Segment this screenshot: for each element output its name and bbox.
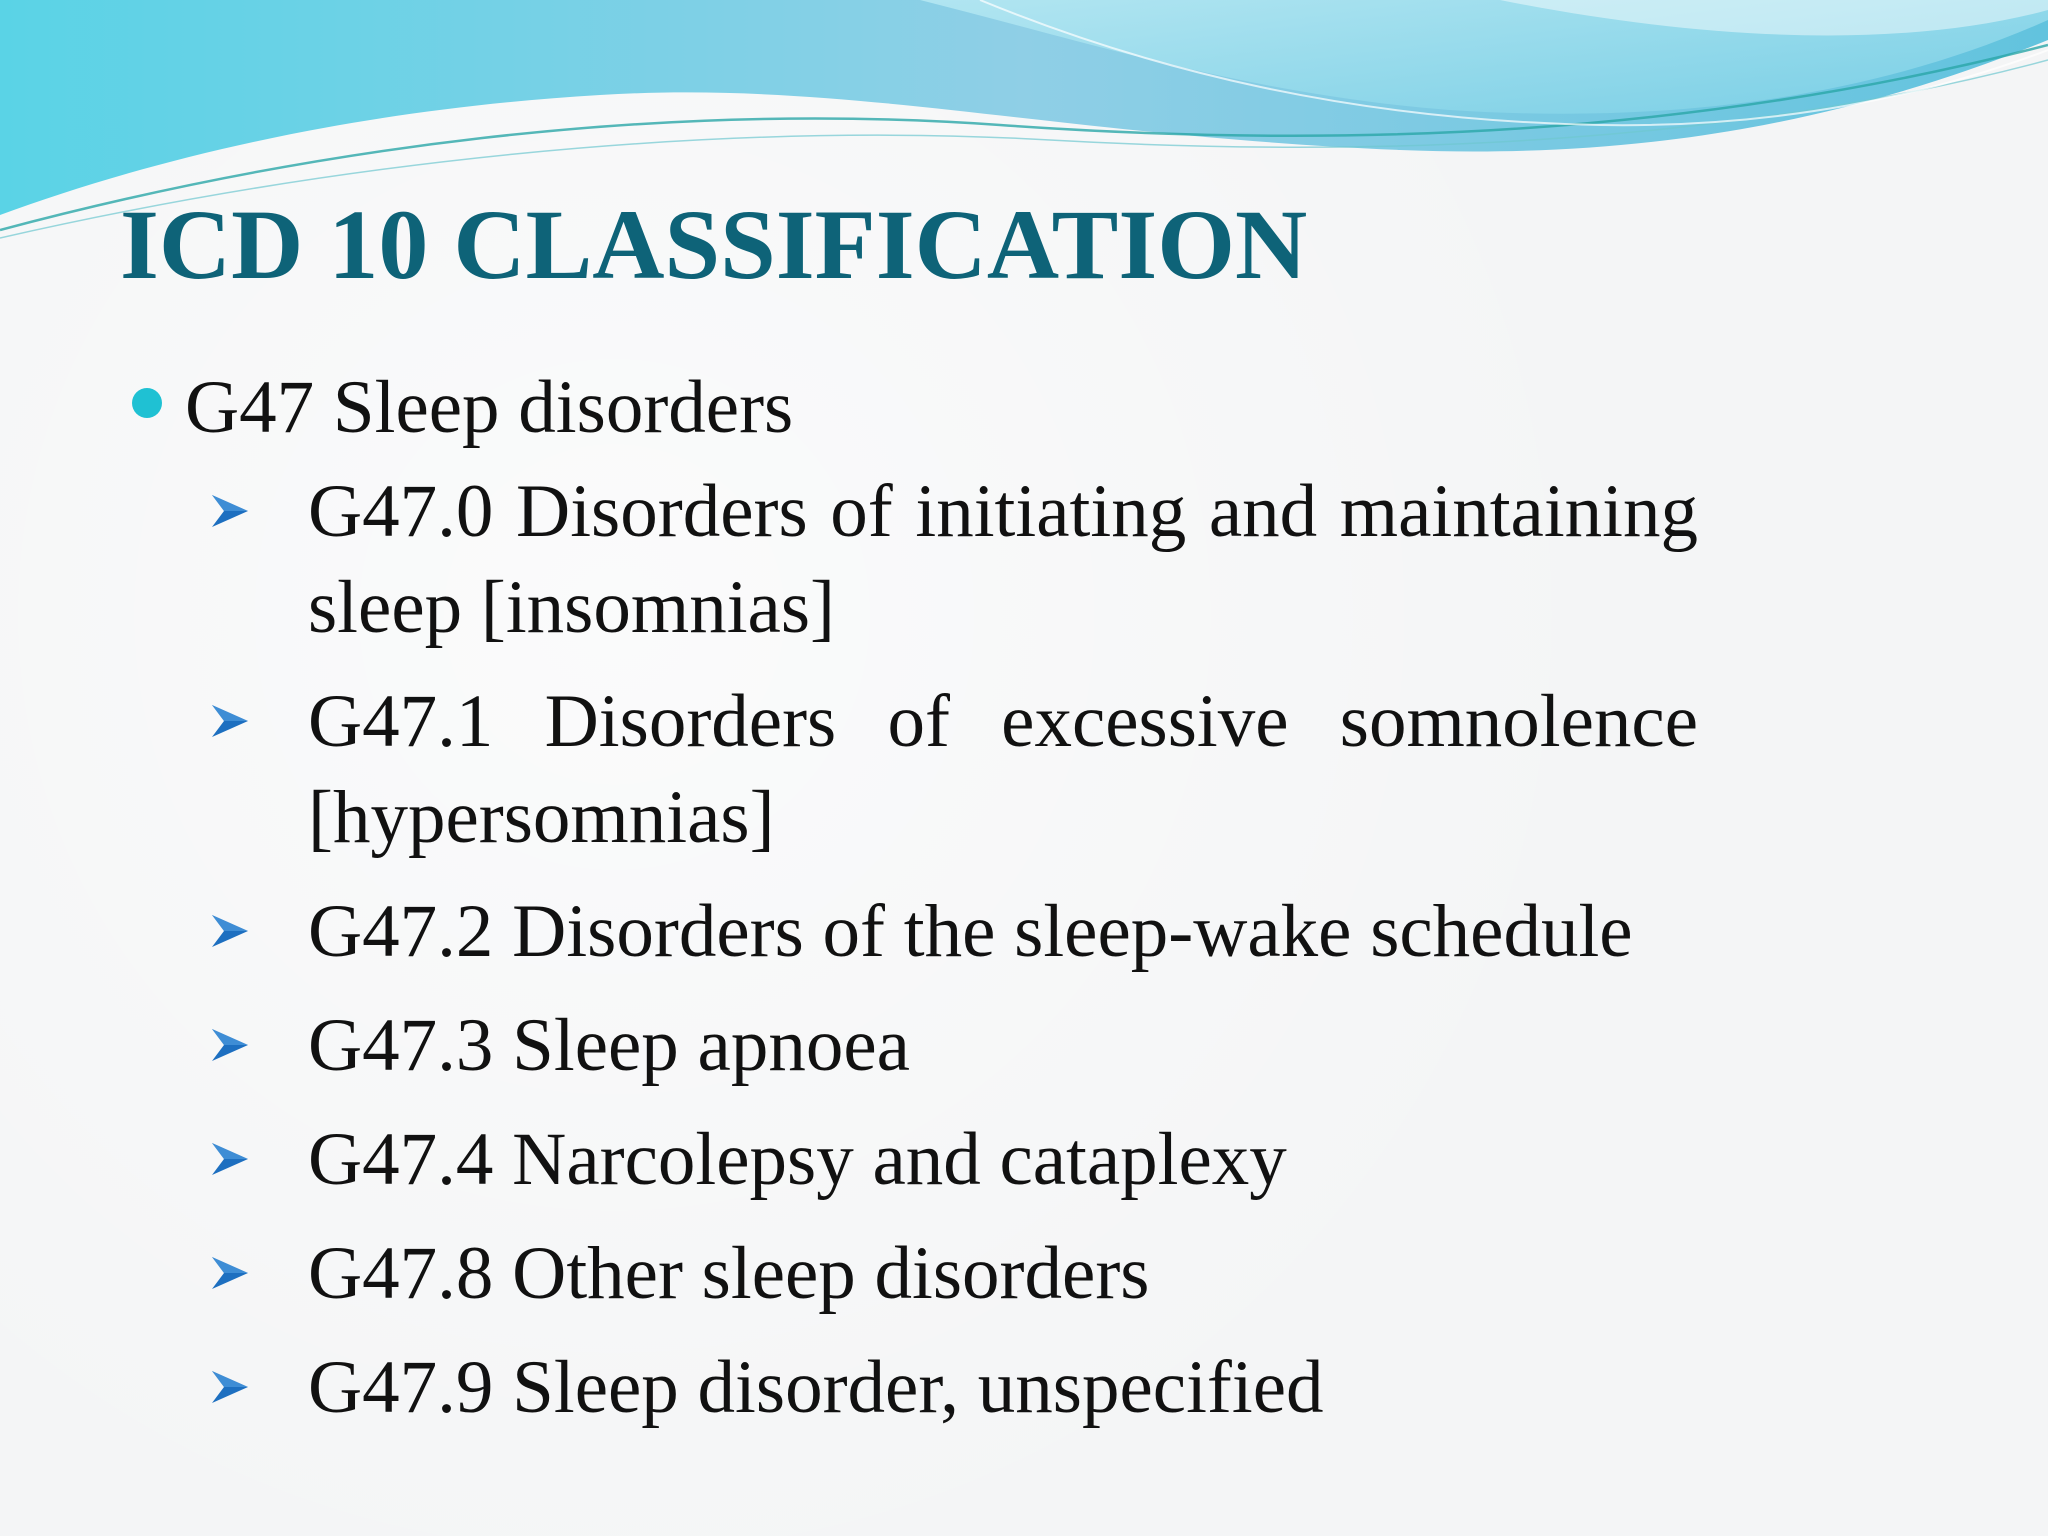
list-item [130,1112,1698,1208]
main-bullet-item [130,360,1850,456]
main-bullet-text: G47 Sleep disorders [185,366,794,449]
list-item [130,1226,1698,1322]
round-bullet-icon [132,388,162,418]
sub-bullet-list [130,464,1850,1436]
list-item [130,884,1698,980]
arrow-bullet-icon [210,1141,250,1177]
arrow-bullet-icon [210,913,250,949]
list-item-text: G47.9 Sleep disorder, unspecified [308,1346,1324,1429]
arrow-bullet-icon [210,1027,250,1063]
list-item-text: G47.0 Disorders of initiating and maintaining sleep [insomnias] [308,470,1698,649]
arrow-bullet-icon [210,493,250,529]
list-item [130,1340,1698,1436]
list-item-text: G47.3 Sleep apnoea [308,1004,910,1087]
arrow-bullet-icon [210,703,250,739]
list-item-text: G47.2 Disorders of the sleep-wake schedule [308,890,1633,973]
slide-title: ICD 10 CLASSIFICATION [120,189,1308,300]
arrow-bullet-icon [210,1255,250,1291]
list-item-text: G47.4 Narcolepsy and cataplexy [308,1118,1287,1201]
slide-content [130,360,1850,1454]
list-item [130,464,1698,656]
list-item-text: G47.8 Other sleep disorders [308,1232,1150,1315]
list-item [130,674,1698,866]
arrow-bullet-icon [210,1369,250,1405]
list-item [130,998,1698,1094]
list-item-text: G47.1 Disorders of excessive somnolence [hypersomnias] [308,680,1698,859]
